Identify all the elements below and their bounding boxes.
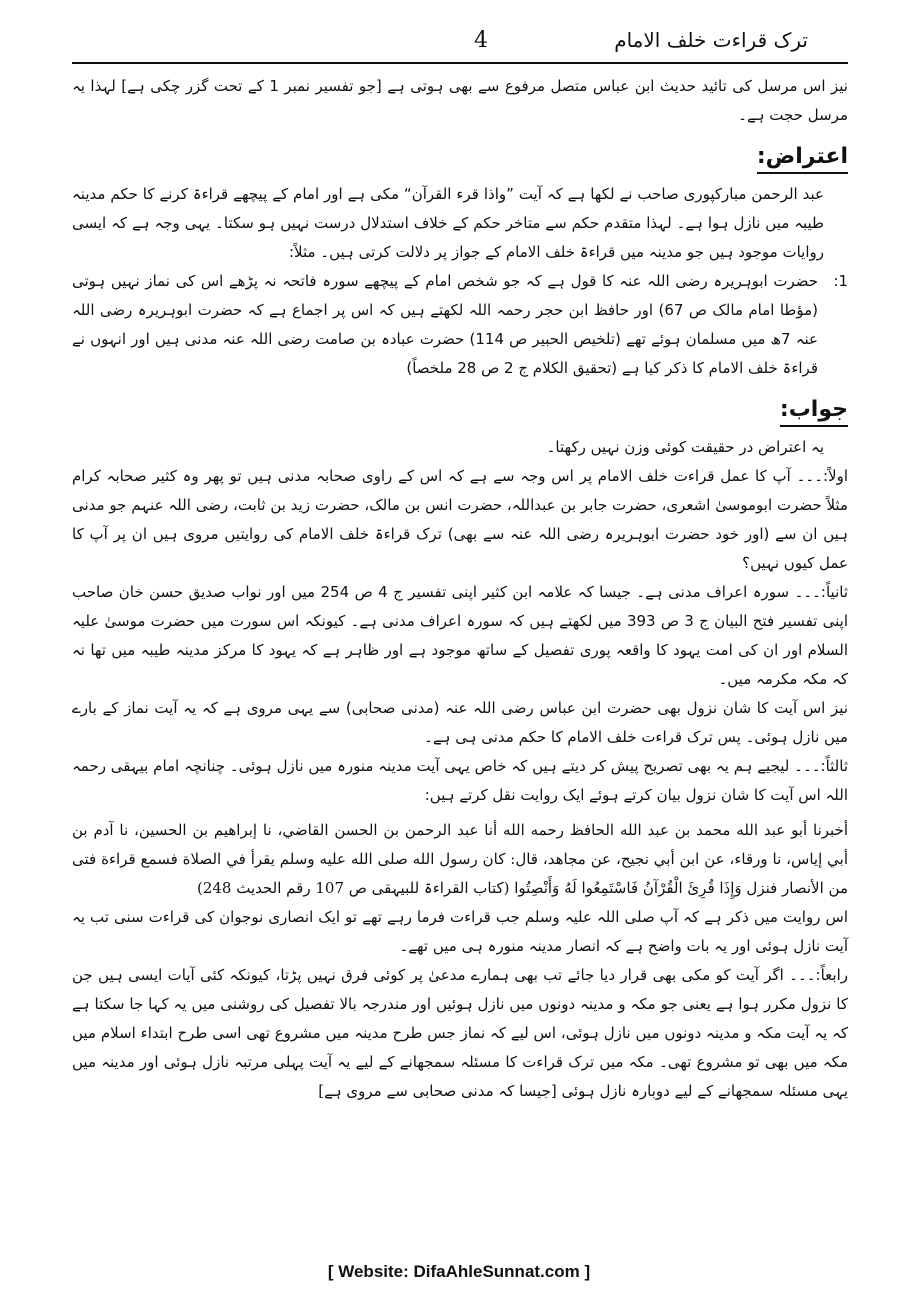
answer-point-1: اولاً:۔۔۔ آپ کا عمل قراءت خلف الامام پر اس وجہ سے ہے کہ اس کے راوی صحابہ مدنی ہیں تو پھر وہ کثیر صحابہ کرام مثلاً حضرت ابوموسیٰ اشعری، حضرت جابر بن عبداللہ، حضرت انس بن مالک، حضرت زید بن ثابت، رضی اللہ عنہم جو مدنی ہیں ان سے (اور خود حضرت ابوہریرہ رضی اللہ عنہ سے بھی) ترک قراءۃ خلف الامام کی روایتیں مروی ہیں ان پر آپ کا عمل کیوں نہیں؟	[72, 467, 848, 572]
objection-paragraph: عبد الرحمن مبارکپوری صاحب نے لکھا ہے کہ آیت ”واذا قرء القرآن“ مکی ہے اور امام کے پیچھے قراءۃ کرنے کا حکم مدینہ طیبہ میں نازل ہوا ہے۔ لہذا متقدم حکم سے متاخر حکم کے خلاف استدلال درست نہیں ہو سکتا۔ یہی وجہ ہے کہ ایسی روایات موجود ہیں جو مدینہ میں قراءۃ خلف الامام کے جواز پر دلالت کرتی ہیں۔ مثلاً:	[72, 185, 824, 261]
page-number: 4	[474, 28, 488, 53]
item-text: حضرت ابوہریرہ رضی اللہ عنہ کا قول ہے کہ جو شخص امام کے پیچھے سورہ فاتحہ نہ پڑھے اس کی نماز نہیں ہوتی (مؤطا امام مالک ص 67) اور حافظ ابن حجر رحمہ اللہ لکھتے ہیں کہ اس پر اجماع ہے کہ حضرت ابوہریرہ رضی اللہ عنہ 7ھ میں مسلمان ہوئے تھے (تلخیص الحبیر ص 114) حضرت عبادہ بن صامت رضی اللہ عنہ مدنی ہیں اور انہوں نے قراءۃ خلف الامام کا ذکر کیا ہے (تحقیق الکلام ج 2 ص 28 ملخصاً)	[72, 272, 818, 377]
website-footer: [ Website: DifaAhleSunnat.com ]	[327, 1262, 591, 1281]
objection-heading: اعتراض:	[757, 142, 848, 174]
answer-intro: یہ اعتراض در حقیقت کوئی وزن نہیں رکھتا۔	[546, 438, 824, 456]
item-number: 1:	[833, 272, 848, 290]
header-title: ترک قراءت خلف الامام	[614, 28, 808, 52]
answer-nuzul-paragraph: نیز اس آیت کا شان نزول بھی حضرت ابن عباس رضی اللہ عنہ (مدنی صحابی) سے یہی مروی ہے کہ یہ آیت نماز کے بارے میں نازل ہوئی۔ پس ترک قراءت خلف الامام کا حکم مدنی ہی ہے۔	[72, 699, 848, 746]
answer-point-4: رابعاً:۔۔۔ اگر آیت کو مکی بھی قرار دیا جائے تب بھی ہمارے مدعیٰ پر کوئی فرق نہیں پڑتا، کیونکہ کئی آیات ایسی ہیں جن کا نزول مکرر ہوا ہے یعنی جو مکہ و مدینہ دونوں میں نازل ہوئیں اور مندرجہ بالا تفصیل کی روشنی میں یہ کہا جا سکتا ہے کہ یہ آیت مکہ و مدینہ دونوں میں نازل ہوئی، اس لیے کہ نماز جس طرح مدینہ میں مشروع تھی اسی طرح ابتداء اسلام میں مکہ میں بھی تو مشروع تھی۔ مکہ میں ترک قراءت کا مسئلہ سمجھانے کے لیے یہ آیت پہلی مرتبہ نازل ہوئی اور مدینہ میں یہی مسئلہ سمجھانے کے لیے دوبارہ نازل ہوئی [جیسا کہ مدنی صحابی سے مروی ہے]	[72, 966, 848, 1100]
answer-point-3: ثالثاً:۔۔۔ لیجیے ہم یہ بھی تصریح پیش کر دیتے ہیں کہ خاص یہی آیت مدینہ منورہ میں نازل ہوئی۔ چنانچہ امام بیہقی رحمہ اللہ اس آیت کا شان نزول بیان کرتے ہوئے ایک روایت نقل کرتے ہیں:	[72, 757, 848, 804]
answer-heading: جواب:	[780, 395, 848, 427]
riwayat-paragraph: اس روایت میں ذکر ہے کہ آپ صلی اللہ علیہ وسلم جب قراءت فرما رہے تھے تو ایک انصاری نوجوان کی قراءت سنی تب یہ آیت نازل ہوئی اور یہ بات واضح ہے کہ انصار مدینہ منورہ ہی میں تھے۔	[72, 908, 848, 955]
page-header	[72, 28, 848, 64]
page-body	[72, 72, 848, 1106]
arabic-hadith-quote: أخبرنا أبو عبد الله محمد بن عبد الله الحافظ رحمه الله أنا عبد الرحمن بن الحسن القاضي، نا إبراهيم بن الحسين، نا آدم بن أبي إياس، نا ورقاء، عن ابن أبي نجيح، عن مجاهد، قال: كان رسول الله صلى الله عليه وسلم يقرأ في الصلاة فسمع قراءة فتى من الأنصار فنزل وَإِذَا قُرِئَ الْقُرْآنُ فَاسْتَمِعُوا لَهُ وَأَنْصِتُوا (کتاب القراءۃ للبیہقی ص 107 رقم الحدیث 248)	[72, 821, 848, 897]
answer-point-2: ثانیاً:۔۔۔ سورہ اعراف مدنی ہے۔ جیسا کہ علامہ ابن کثیر اپنی تفسیر ج 4 ص 254 میں اور نواب صدیق حسن خان صاحب اپنی تفسیر فتح البیان ج 3 ص 393 میں لکھتے ہیں کہ سورہ اعراف مدنی ہے۔ کیونکہ اس سورت میں حضرت موسیٰ علیہ السلام اور ان کی امت یہود کا واقعہ پوری تفصیل کے ساتھ موجود ہے اور ظاہر ہے کہ یہود کا مرکز مدینہ طیبہ میں تھا نہ کہ مکہ مکرمہ میں۔	[72, 583, 848, 688]
objection-item-1	[72, 267, 848, 383]
intro-paragraph: نیز اس مرسل کی تائید حدیث ابن عباس متصل مرفوع سے بھی ہوتی ہے [جو تفسیر نمبر 1 کے تحت گزر چکی ہے] لہذا یہ مرسل حجت ہے۔	[72, 77, 848, 124]
header-divider	[72, 62, 848, 64]
